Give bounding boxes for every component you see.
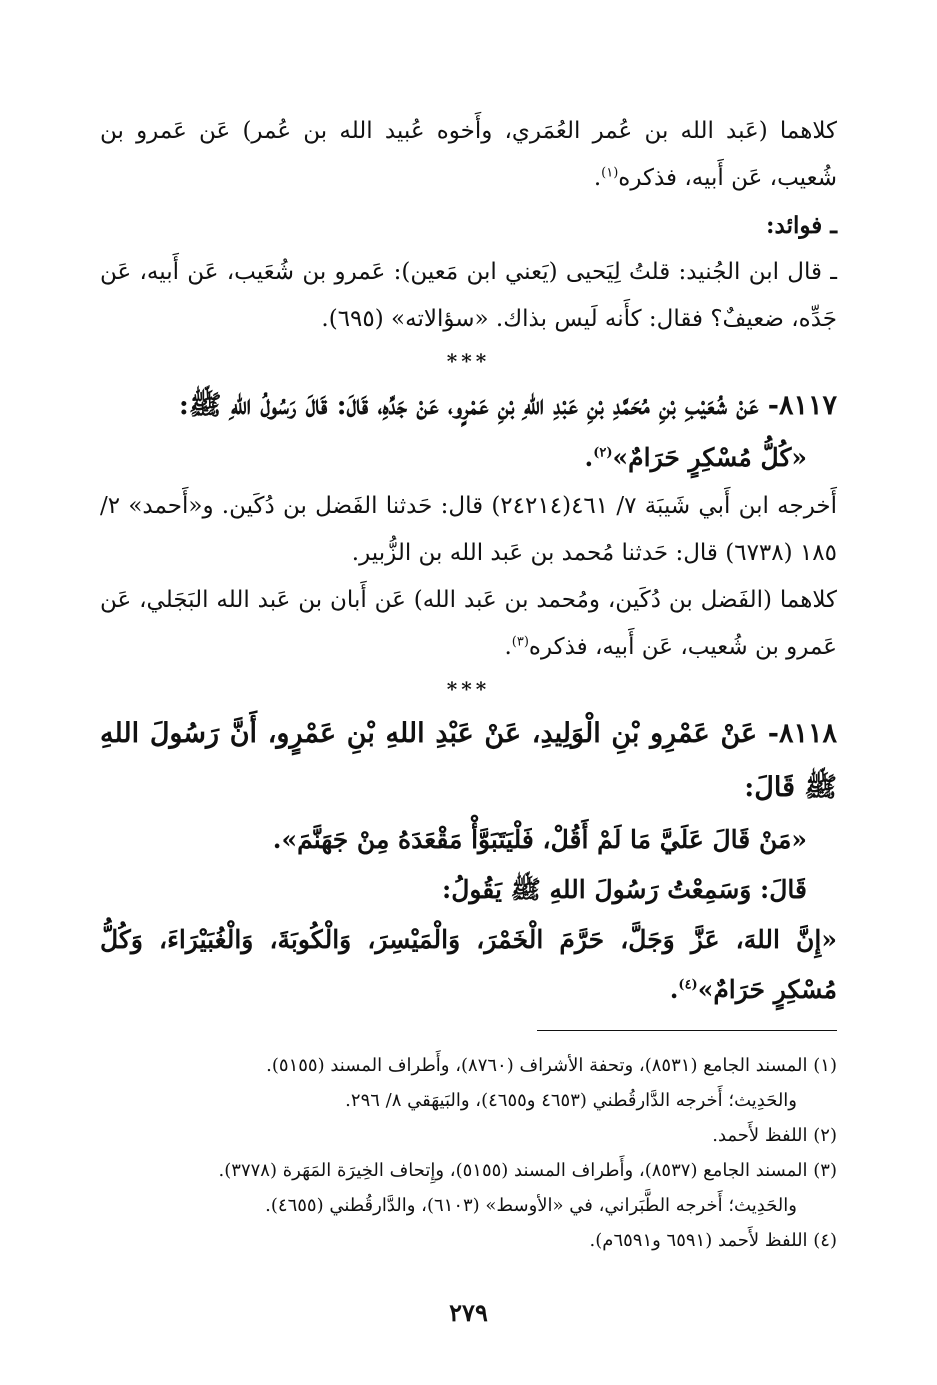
- matn-end: .: [584, 443, 594, 472]
- footnote-1: (١) المسند الجامع (٨٥٣١)، وتحفة الأشراف (٨٧٦٠)، وأَطراف المسند (٥١٥٥).: [266, 1055, 837, 1076]
- footnote-divider: [537, 1030, 837, 1031]
- paragraph-end: .: [504, 634, 512, 660]
- hadith-8118-matn-1: «مَنْ قَالَ عَلَيَّ مَا لَمْ أَقُلْ، فَلْيَتَبَوَّأْ مَقْعَدَهُ مِنْ جَهَنَّمَ».: [272, 825, 807, 854]
- matn-end: .: [669, 975, 679, 1004]
- section-separator: ***: [446, 677, 491, 701]
- paragraph-kilahuma-1: [100, 108, 837, 202]
- paragraph-text: كلاهما (الفَضل بن دُكَين، ومُحمد بن عَبد الله) عَن أَبان بن عَبد الله البَجَلي، عَن عَمرو بن شُعيب، عَن أَبيه، فذكره: [100, 587, 837, 660]
- footnote-ref-1[interactable]: (١): [601, 165, 619, 181]
- paragraph-kilahuma-2: [100, 577, 837, 671]
- hadith-8117-matn: [100, 433, 837, 483]
- main-text: [100, 108, 837, 1015]
- footnotes: [100, 1048, 837, 1258]
- hadith-8117-intro: ٨١١٧- عَنْ شُعَيْبِ بْنِ مُحَمَّدِ بْنِ عَبْدِ اللهِ بْنِ عَمْرٍو، عَنْ جَدِّهِ، قَالَ: قَالَ رَسُولُ اللهِ ﷺ:: [178, 390, 837, 421]
- footnote-2: (٢) اللفظ لأَحمد.: [712, 1125, 837, 1146]
- fawaid-heading: ـ فوائد:: [766, 212, 837, 239]
- fawaid-text: ـ قال ابن الجُنيد: قلتُ لِيَحيى (يَعني ابن مَعين): عَمرو بن شُعَيب، عَن أَبيه، عَن جَدِّه، ضعيفٌ؟ فقال: كأَنه لَيس بذاك. «سؤالاته» (٦٩٥).: [100, 259, 837, 332]
- matn-text: «إِنَّ اللهَ، عَزَّ وَجَلَّ، حَرَّمَ الْخَمْرَ، وَالْمَيْسِرَ، وَالْكُوبَةَ، وَالْغُبَيْرَاءَ، وَكُلُّ مُسْكِرٍ حَرَامٌ»: [100, 925, 837, 1004]
- matn-text: «كُلُّ مُسْكِرٍ حَرَامٌ»: [612, 443, 807, 472]
- paragraph-end: .: [593, 165, 602, 191]
- footnote-3: (٣) المسند الجامع (٨٥٣٧)، وأَطراف المسند (٥١٥٥)، وإِتحاف الخِيرَة المَهَرة (٣٧٧٨).: [218, 1160, 837, 1181]
- hadith-8118-intro: ٨١١٨- عَنْ عَمْرِو بْنِ الْوَلِيدِ، عَنْ عَبْدِ اللهِ بْنِ عَمْرٍو، أَنَّ رَسُولَ اللهِ ﷺ قَالَ:: [100, 718, 837, 803]
- footnote-3-continued: والحَدِيث؛ أَخرجه الطَّبَراني، في «الأوسط» (٦١٠٣)، والدَّارقُطني (٤٦٥٥).: [265, 1195, 797, 1216]
- hadith-8118-matn-2: [100, 915, 837, 1015]
- paragraph-text: كلاهما (عَبد الله بن عُمر العُمَري، وأَخوه عُبيد الله بن عُمر) عَن عَمرو بن شُعيب، عَن أَبيه، فذكره: [100, 118, 837, 191]
- hadith-8118-qal: قَالَ: وَسَمِعْتُ رَسُولَ اللهِ ﷺ يَقُولُ:: [441, 875, 807, 904]
- page-number: ٢٧٩: [449, 1298, 488, 1327]
- footnote-ref-3[interactable]: (٣): [511, 634, 529, 650]
- section-separator: ***: [446, 349, 491, 373]
- footnote-ref-2[interactable]: (٢): [593, 445, 613, 461]
- footnote-4: (٤) اللفظ لأَحمد (٦٥٩١ و٦٥٩١م).: [589, 1230, 837, 1251]
- footnote-1-continued: والحَدِيث؛ أَخرجه الدَّارقُطني (٤٦٥٣ و٤٦٥٥)، والبَيهَقي ٨/ ٢٩٦.: [345, 1090, 797, 1111]
- footnote-ref-4[interactable]: (٤): [678, 977, 698, 993]
- takhrij-8117: أَخرجه ابن أَبي شَيبَة ٧/ ٤٦١(٢٤٢١٤) قال: حَدثنا الفَضل بن دُكَين. و«أَحمد» ٢/ ١٨٥ (٦٧٣٨) قال: حَدثنا مُحمد بن عَبد الله بن الزُّبير.: [100, 493, 837, 566]
